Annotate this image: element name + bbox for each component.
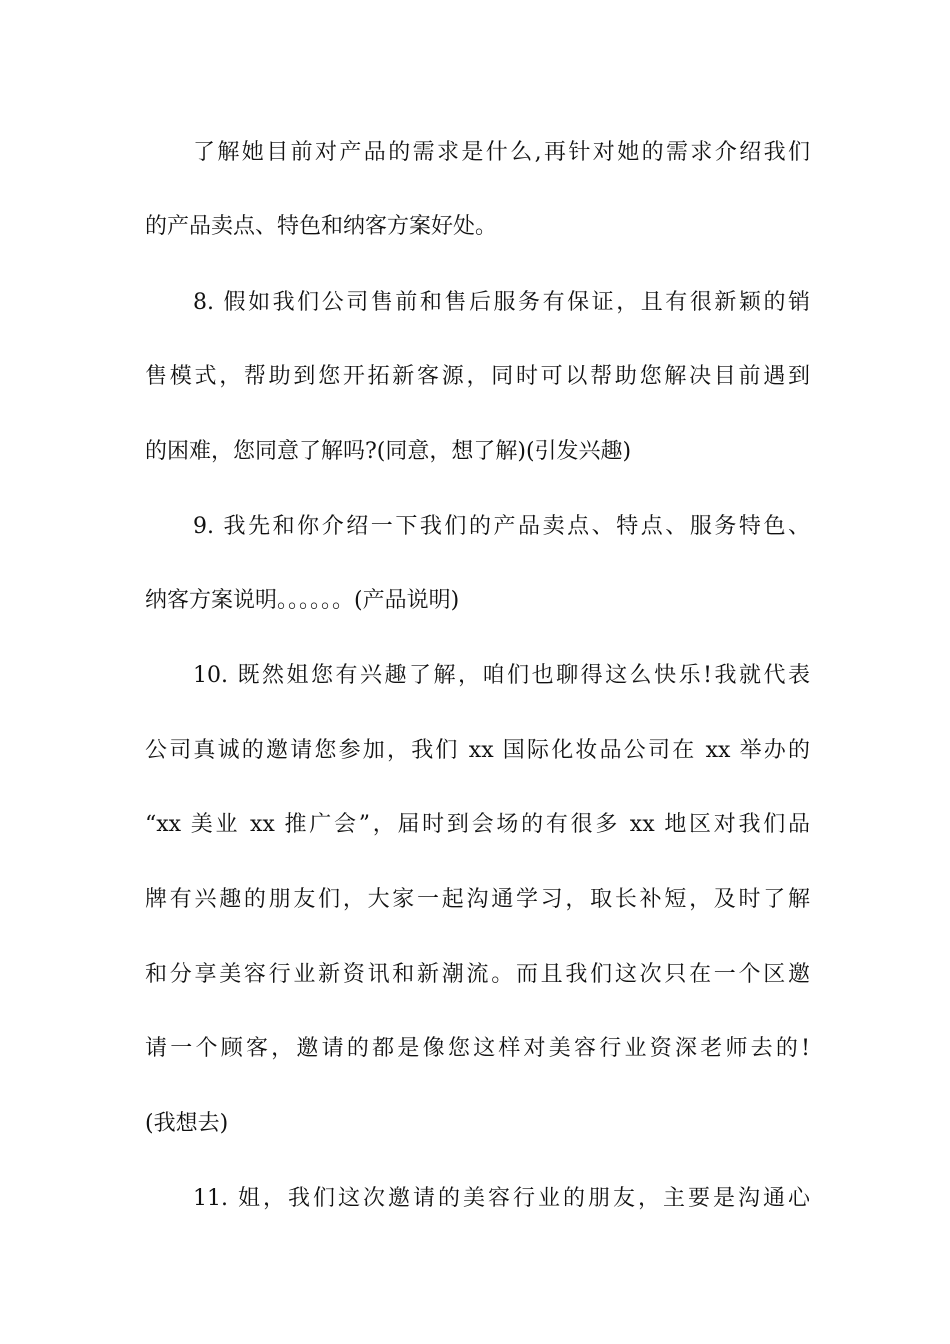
text-line: 请一个顾客，邀请的都是像您这样对美容行业资深老师去的! xyxy=(145,1036,810,1061)
text-line: 10. 既然姐您有兴趣了解，咱们也聊得这么快乐!我就代表 xyxy=(193,663,810,688)
text-line: 的产品卖点、特色和纳客方案好处。 xyxy=(145,214,498,239)
text-line: 9. 我先和你介绍一下我们的产品卖点、特点、服务特色、 xyxy=(193,514,810,539)
text-line: 的困难，您同意了解吗?(同意，想了解)(引发兴趣) xyxy=(145,439,632,464)
text-line: 牌有兴趣的朋友们，大家一起沟通学习，取长补短，及时了解 xyxy=(145,887,810,912)
text-line: “xx 美业 xx 推广会”，届时到会场的有很多 xx 地区对我们品 xyxy=(145,812,810,837)
text-line: 8. 假如我们公司售前和售后服务有保证，且有很新颖的销 xyxy=(193,290,810,315)
text-line: 和分享美容行业新资讯和新潮流。而且我们这次只在一个区邀 xyxy=(145,962,810,987)
text-line: (我想去) xyxy=(145,1111,229,1136)
text-line: 纳客方案说明。。。。。。(产品说明) xyxy=(145,588,460,613)
text-line: 售模式，帮助到您开拓新客源，同时可以帮助您解决目前遇到 xyxy=(145,364,810,389)
text-line: 公司真诚的邀请您参加，我们 xx 国际化妆品公司在 xx 举办的 xyxy=(145,738,810,763)
text-line: 11. 姐，我们这次邀请的美容行业的朋友，主要是沟通心 xyxy=(193,1186,810,1211)
text-line: 了解她目前对产品的需求是什么,再针对她的需求介绍我们 xyxy=(193,140,810,165)
